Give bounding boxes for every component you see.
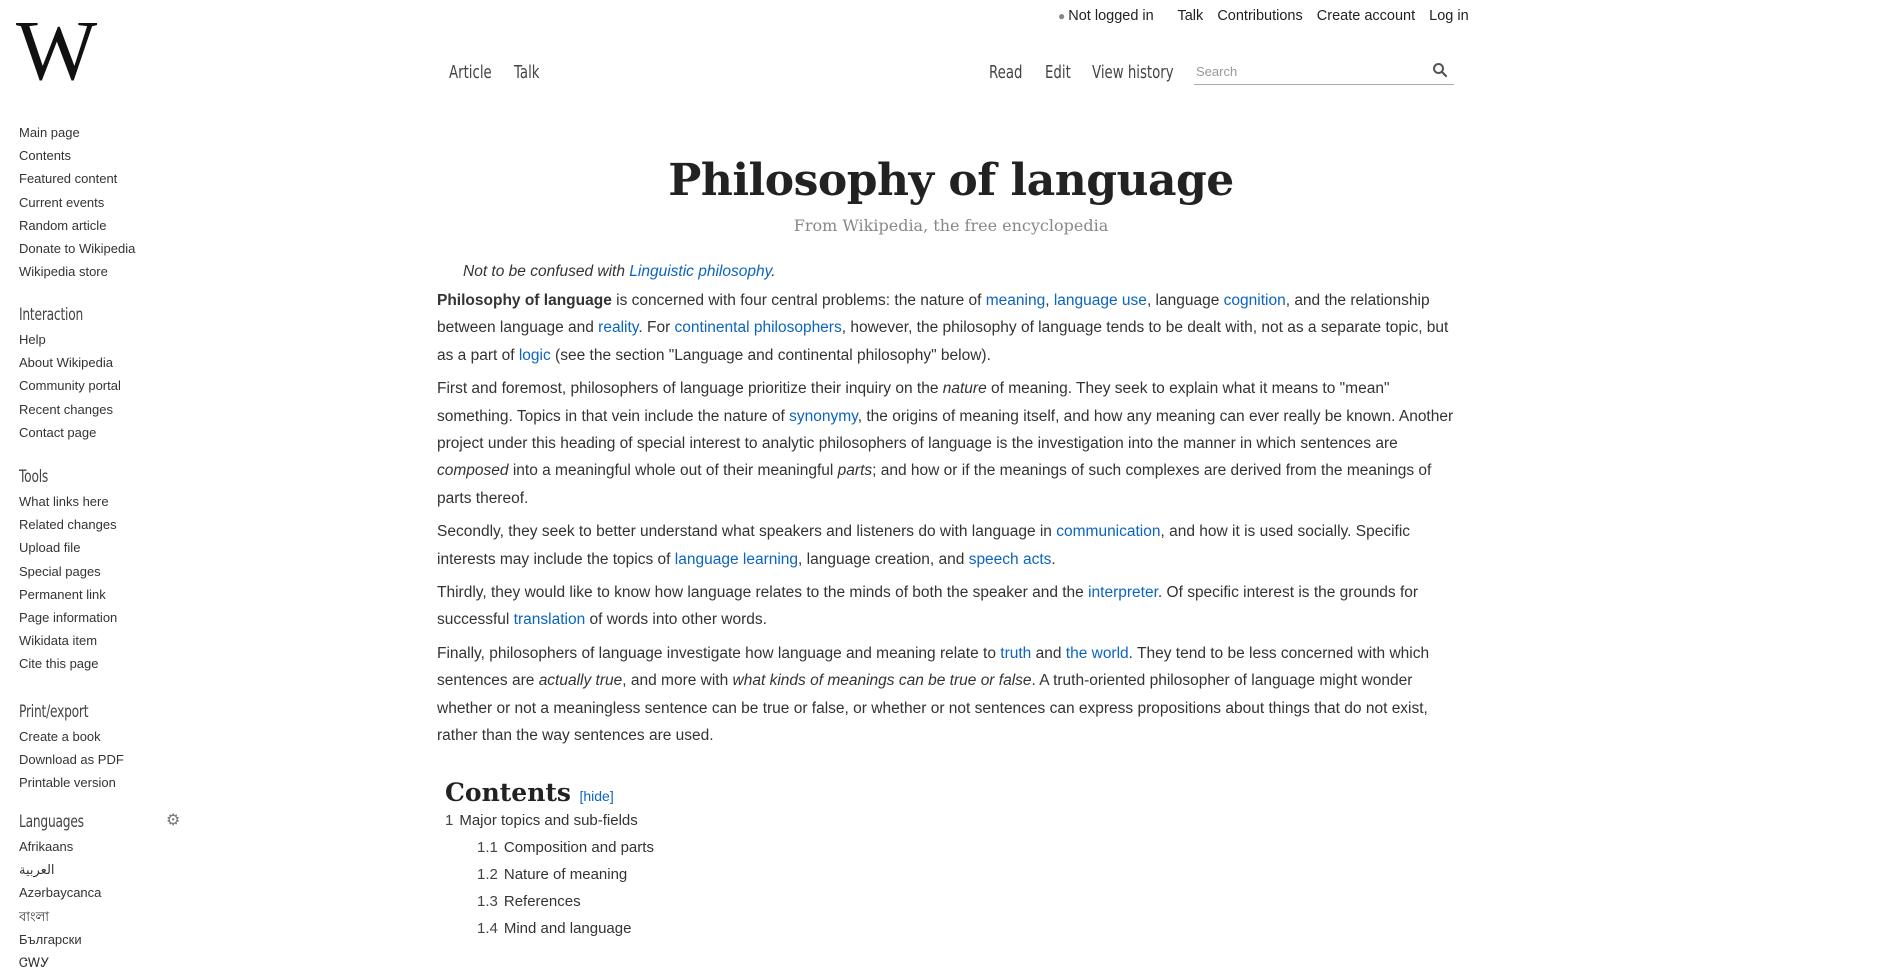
hatnote-prefix: Not to be confused with <box>463 263 630 280</box>
personal-link-talk[interactable]: Talk <box>1177 8 1204 24</box>
wiki-link[interactable]: speech acts <box>968 550 1052 568</box>
toc-number: 1.3 <box>477 892 498 910</box>
toc-item[interactable] <box>445 861 1465 888</box>
wiki-link[interactable]: the world <box>1065 644 1129 662</box>
tab-edit[interactable] <box>1045 62 1080 83</box>
wiki-link[interactable]: translation <box>513 611 586 629</box>
language-link-item-3[interactable]: বাংলা <box>19 908 50 924</box>
text: , <box>1045 292 1054 309</box>
toc-item[interactable] <box>445 888 1465 915</box>
search-icon[interactable] <box>1432 62 1448 78</box>
article-body <box>437 287 1465 750</box>
sidebar-heading-languages: Languages <box>19 812 84 832</box>
text: Secondly, they seek to better understand what speakers and listeners do with language in <box>437 523 1057 541</box>
toc-number: 1 <box>445 811 454 829</box>
user-status <box>1058 8 1164 24</box>
sidebar-item-featured-content[interactable]: Featured content <box>19 171 118 187</box>
language-link-item-5[interactable]: ᏣᎳᎩ <box>19 954 50 970</box>
sidebar-item-printable-version[interactable]: Printable version <box>19 775 116 791</box>
sidebar-item-main-page[interactable]: Main page <box>19 125 80 140</box>
paragraph <box>437 640 1465 750</box>
text: First and foremost, philosophers of language prioritize their inquiry on the <box>437 380 943 398</box>
user-status-label: Not logged in <box>1068 8 1154 24</box>
personal-link-log-in[interactable]: Log in <box>1429 8 1469 24</box>
wiki-link[interactable]: interpreter <box>1088 584 1158 602</box>
wiki-link[interactable]: meaning <box>985 292 1046 309</box>
sidebar-item-page-information[interactable]: Page information <box>19 609 118 625</box>
wiki-link[interactable]: synonymy <box>789 407 858 425</box>
sidebar-item-related-changes[interactable]: Related changes <box>19 517 117 533</box>
sidebar-item-cite-this-page[interactable]: Cite this page <box>19 656 99 672</box>
italic-text: composed <box>437 462 509 480</box>
sidebar-item-download-as-pdf[interactable]: Download as PDF <box>19 752 124 768</box>
wiki-link[interactable]: truth <box>1000 644 1032 662</box>
wiki-link[interactable]: cognition <box>1223 292 1286 309</box>
tab-article[interactable] <box>449 62 507 83</box>
tab-talk-label: Talk <box>514 62 540 83</box>
sidebar-item-random-article[interactable]: Random article <box>19 217 107 233</box>
wiki-link[interactable]: language use <box>1053 292 1147 309</box>
text: of words into other words. <box>585 611 767 629</box>
text: . Of specific interest is the grounds for successful <box>437 584 1419 629</box>
hatnote-link[interactable]: Linguistic philosophy <box>629 263 772 280</box>
text: . A truth-oriented philosopher of language might wonder whether or not a meaningless sentence can be true or false, or whether or not sentences can express propositions about things that do not exist, rather than the way sentences are used. <box>437 672 1428 745</box>
text: (see the section "Language and continental philosophy" below). <box>550 346 991 364</box>
text: , and more with <box>622 672 733 690</box>
sidebar-item-help[interactable]: Help <box>19 332 46 347</box>
toc-number: 1.2 <box>477 865 498 883</box>
tab-talk[interactable] <box>514 62 548 83</box>
sidebar-item-special-pages[interactable]: Special pages <box>19 563 101 579</box>
page-title: Philosophy of language <box>668 155 1234 206</box>
bold-text: Philosophy of language <box>437 292 612 309</box>
personal-link-create-account[interactable]: Create account <box>1316 8 1416 24</box>
toc-label[interactable]: Composition and parts <box>503 838 654 856</box>
toc-item[interactable] <box>445 834 1465 861</box>
text: . <box>1051 550 1056 568</box>
toc-number: 1.4 <box>477 919 498 937</box>
text: is concerned with four central problems: the nature of <box>611 292 986 309</box>
hatnote <box>463 263 1465 281</box>
sidebar-tools <box>19 464 199 676</box>
wiki-link[interactable]: logic <box>518 346 551 364</box>
personal-tools <box>1058 8 1479 24</box>
sidebar-item-wikidata-item[interactable]: Wikidata item <box>19 633 98 649</box>
sidebar-heading-tools: Tools <box>19 467 49 487</box>
sidebar-item-about-wikipedia[interactable]: About Wikipedia <box>19 355 113 371</box>
toc-label[interactable]: Major topics and sub-fields <box>459 811 638 829</box>
text: , language creation, and <box>798 550 969 568</box>
language-link-afrikaans[interactable]: Afrikaans <box>19 839 74 854</box>
sidebar-item-donate-to-wikipedia[interactable]: Donate to Wikipedia <box>19 240 136 256</box>
paragraph <box>437 375 1465 512</box>
sidebar-interaction <box>19 302 199 444</box>
sidebar-item-permanent-link[interactable]: Permanent link <box>19 586 106 602</box>
wiki-link[interactable]: communication <box>1056 523 1161 541</box>
italic-text: nature <box>942 380 987 398</box>
toc-hide-toggle[interactable]: [hide] <box>579 787 614 804</box>
text: , and the relationship between language and <box>437 292 1430 337</box>
toc-label[interactable]: Mind and language <box>503 919 632 937</box>
text: and <box>1031 644 1066 662</box>
sidebar-print-export <box>19 699 199 795</box>
article-content <box>437 150 1465 942</box>
language-link-az-rbaycanca[interactable]: Azərbaycanca <box>19 885 102 901</box>
wiki-link[interactable]: reality <box>598 319 639 337</box>
sidebar-item-what-links-here[interactable]: What links here <box>19 494 109 509</box>
sidebar-languages <box>19 809 199 974</box>
italic-text: what kinds of meanings can be true or false <box>732 672 1032 690</box>
toc-title: Contents <box>445 777 572 807</box>
sidebar-item-wikipedia-store[interactable]: Wikipedia store <box>19 264 108 280</box>
wiki-link[interactable]: continental philosophers <box>674 319 842 337</box>
wikipedia-logo[interactable] <box>16 2 96 98</box>
sidebar-item-current-events[interactable]: Current events <box>19 194 105 210</box>
sidebar-item-community-portal[interactable]: Community portal <box>19 378 121 394</box>
toc-hide-label[interactable]: hide <box>583 787 610 804</box>
search-box <box>1194 60 1454 85</box>
sidebar-heading-print-export: Print/export <box>19 702 89 722</box>
text: of meaning. They seek to explain what it means to "mean" something. Topics in that vein include the nature of <box>437 380 1390 425</box>
logo-glyph: W <box>16 2 94 98</box>
search-input[interactable] <box>1194 60 1428 82</box>
text: , the origins of meaning itself, and how any meaning can ever really be known. Another project under this heading of special interest to analytic philosophers of language is the investigation into the manner in which sentences are <box>437 407 1454 453</box>
sidebar-navigation <box>19 121 199 283</box>
text: Thirdly, they would like to know how language relates to the minds of both the speaker and the <box>437 584 1089 602</box>
sidebar-item-recent-changes[interactable]: Recent changes <box>19 401 113 417</box>
language-link-item-4[interactable]: Български <box>19 931 82 947</box>
user-icon: ● <box>1058 9 1066 23</box>
toc-label[interactable]: Nature of meaning <box>503 865 628 883</box>
toc-label[interactable]: References <box>503 892 581 910</box>
toc-number: 1.1 <box>477 838 498 856</box>
wiki-link[interactable]: language learning <box>674 550 799 568</box>
toc-item[interactable] <box>445 807 1465 834</box>
sidebar-item-contents[interactable]: Contents <box>19 148 72 164</box>
italic-text: parts <box>837 462 873 480</box>
tab-view-history[interactable] <box>1092 62 1202 83</box>
site-tagline: From Wikipedia, the free encyclopedia <box>793 216 1109 235</box>
sidebar-item-contact-page[interactable]: Contact page <box>19 424 97 440</box>
table-of-contents <box>445 778 1465 942</box>
text: , however, the philosophy of language tends to be dealt with, not as a separate topic, but as a part of <box>437 319 1449 364</box>
text: into a meaningful whole out of their meaningful <box>508 462 838 480</box>
text: . For <box>638 319 675 337</box>
tab-read-label: Read <box>989 62 1023 83</box>
paragraph <box>437 579 1465 634</box>
sidebar-item-upload-file[interactable]: Upload file <box>19 540 81 556</box>
text: Finally, philosophers of language investigate how language and meaning relate to <box>437 644 1001 662</box>
language-settings-gear-icon[interactable]: ⚙ <box>166 812 181 829</box>
sidebar-item-create-a-book[interactable]: Create a book <box>19 729 101 744</box>
tab-read[interactable] <box>989 62 1034 83</box>
text: . They tend to be less concerned with which sentences are <box>437 644 1430 690</box>
paragraph <box>437 518 1465 573</box>
italic-text: actually true <box>538 672 623 690</box>
toc-item[interactable] <box>445 915 1465 942</box>
personal-link-contributions[interactable]: Contributions <box>1217 8 1303 24</box>
text: , language <box>1146 292 1224 309</box>
text: ; and how or if the meanings of such complexes are derived from the meanings of parts thereof. <box>437 462 1432 507</box>
sidebar-heading-interaction: Interaction <box>19 305 84 325</box>
tab-view-history-label: View history <box>1092 62 1174 83</box>
hatnote-suffix: . <box>771 263 776 280</box>
language-link-item-1[interactable]: العربية <box>19 862 55 878</box>
tab-article-label: Article <box>449 62 492 83</box>
paragraph <box>437 287 1465 369</box>
tab-edit-label: Edit <box>1045 62 1071 83</box>
text: , and how it is used socially. Specific interests may include the topics of <box>437 523 1411 568</box>
